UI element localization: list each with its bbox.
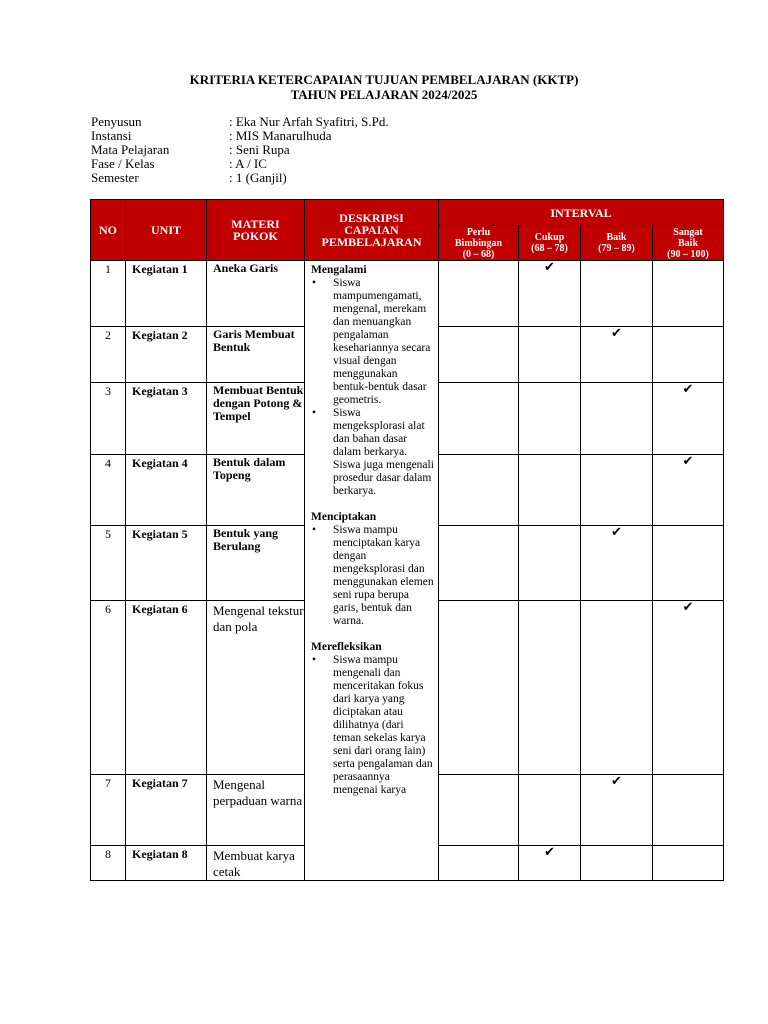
header-interval: INTERVAL	[439, 200, 724, 226]
cell-perlu-bimbingan	[439, 383, 519, 455]
meta-value: : Eka Nur Arfah Syafitri, S.Pd.	[229, 114, 389, 129]
row-materi: Mengenal tekstur dan pola	[207, 601, 305, 775]
row-materi: Garis Membuat Bentuk	[207, 327, 305, 383]
deskripsi-list	[311, 524, 438, 628]
header-materi-line: MATERI	[231, 217, 280, 231]
cell-baik	[581, 261, 653, 327]
cell-perlu-bimbingan	[439, 455, 519, 526]
row-materi: Bentuk dalam Topeng	[207, 455, 305, 526]
header-deskripsi-line: PEMBELAJARAN	[321, 235, 422, 249]
cell-cukup	[519, 775, 581, 846]
row-unit: Kegiatan 3	[126, 383, 207, 455]
meta-value: : Seni Rupa	[229, 142, 290, 157]
row-no: 7	[91, 775, 126, 846]
check-mark: ✔	[519, 846, 581, 881]
deskripsi-list	[311, 277, 438, 498]
table-row	[91, 261, 724, 327]
cell-perlu-bimbingan	[439, 775, 519, 846]
header-unit: UNIT	[126, 200, 207, 261]
check-mark: ✔	[581, 526, 653, 601]
check-mark: ✔	[519, 261, 581, 327]
cell-baik	[581, 455, 653, 526]
cell-cukup	[519, 455, 581, 526]
meta-label: Fase / Kelas	[91, 156, 155, 171]
meta-row-mata-pelajaran	[91, 143, 389, 157]
meta-row-instansi	[91, 129, 389, 143]
header-sub-line: Baik	[606, 232, 627, 243]
row-no: 6	[91, 601, 126, 775]
cell-perlu-bimbingan	[439, 601, 519, 775]
document-subtitle: TAHUN PELAJARAN 2024/2025	[290, 87, 478, 102]
deskripsi-heading: Mengalami	[311, 264, 367, 276]
document-title: KRITERIA KETERCAPAIAN TUJUAN PEMBELAJARAN (KKTP)	[189, 72, 579, 87]
row-materi: Membuat karya cetak	[207, 846, 305, 881]
check-mark: ✔	[653, 455, 724, 526]
header-cukup	[519, 226, 581, 261]
kktp-table	[90, 199, 724, 881]
row-unit: Kegiatan 2	[126, 327, 207, 383]
header-materi-line: POKOK	[233, 229, 278, 243]
deskripsi-item: • Siswa mengeksplorasi alat dan bahan dasar dalam berkarya. Siswa juga mengenali prosedur dasar dalam berkarya.	[311, 407, 438, 498]
cell-sangat-baik	[653, 327, 724, 383]
cell-sangat-baik	[653, 775, 724, 846]
row-no: 3	[91, 383, 126, 455]
cell-sangat-baik	[653, 846, 724, 881]
cell-cukup	[519, 601, 581, 775]
row-materi: Mengenal perpaduan warna	[207, 775, 305, 846]
check-mark: ✔	[581, 327, 653, 383]
cell-baik	[581, 846, 653, 881]
row-materi: Bentuk yang Berulang	[207, 526, 305, 601]
header-sub-line: Perlu	[466, 226, 491, 238]
row-materi: Aneka Garis	[207, 261, 305, 327]
meta-label: Semester	[91, 170, 139, 185]
deskripsi-item: • Siswa mampu mengenali dan menceritakan fokus dari karya yang diciptakan atau dilihatnya (dari teman sekelas karya seni dari orang lain) serta pengalaman dan perasaannya mengenai karya	[311, 654, 438, 797]
row-no: 1	[91, 261, 126, 327]
header-perlu-bimbingan	[439, 226, 519, 261]
header-sub-line: Cukup	[534, 232, 565, 243]
deskripsi-heading: Merefleksikan	[311, 641, 382, 653]
spacer	[311, 498, 438, 511]
header-sangat-baik	[653, 226, 724, 261]
cell-perlu-bimbingan	[439, 846, 519, 881]
cell-baik	[581, 601, 653, 775]
row-unit: Kegiatan 4	[126, 455, 207, 526]
header-sub-line: Sangat	[673, 226, 703, 238]
row-materi: Membuat Bentuk dengan Potong & Tempel	[207, 383, 305, 455]
header-sub-line: Baik	[678, 237, 699, 249]
header-sub-line: (0 – 68)	[462, 248, 495, 260]
cell-perlu-bimbingan	[439, 261, 519, 327]
header-sub-line: (68 – 78)	[531, 243, 568, 254]
header-deskripsi	[305, 200, 439, 261]
row-no: 2	[91, 327, 126, 383]
header-sub-line: (79 – 89)	[598, 243, 635, 254]
deskripsi-capaian	[305, 261, 439, 881]
row-no: 5	[91, 526, 126, 601]
check-mark: ✔	[653, 601, 724, 775]
deskripsi-list	[311, 654, 438, 797]
cell-sangat-baik	[653, 526, 724, 601]
header-sub-line: (90 – 100)	[667, 248, 709, 260]
cell-perlu-bimbingan	[439, 526, 519, 601]
header-deskripsi-line: DESKRIPSI	[339, 211, 404, 225]
meta-label: Mata Pelajaran	[91, 142, 170, 157]
cell-cukup	[519, 327, 581, 383]
meta-info	[91, 115, 389, 185]
meta-label: Penyusun	[91, 114, 142, 129]
row-no: 8	[91, 846, 126, 881]
deskripsi-heading: Menciptakan	[311, 511, 377, 523]
check-mark: ✔	[653, 383, 724, 455]
header-materi	[207, 200, 305, 261]
cell-baik	[581, 383, 653, 455]
meta-value: : A / IC	[229, 156, 267, 171]
row-unit: Kegiatan 5	[126, 526, 207, 601]
row-unit: Kegiatan 8	[126, 846, 207, 881]
meta-row-penyusun	[91, 115, 389, 129]
cell-sangat-baik	[653, 261, 724, 327]
row-unit: Kegiatan 1	[126, 261, 207, 327]
header-sub-line: Bimbingan	[454, 237, 503, 249]
deskripsi-item: • Siswa mampu menciptakan karya dengan mengeksplorasi dan menggunakan elemen seni rupa berupa garis, bentuk dan warna.	[311, 524, 438, 628]
header-no: NO	[91, 200, 126, 261]
cell-cukup	[519, 526, 581, 601]
deskripsi-item: • Siswa mampumengamati, mengenal, merekam dan menuangkan pengalaman kesehariannya secara visual dengan menggunakan bentuk-bentuk dasar geometris.	[311, 277, 438, 407]
header-deskripsi-line: CAPAIAN	[344, 223, 399, 237]
meta-row-fase-kelas	[91, 157, 389, 171]
cell-perlu-bimbingan	[439, 327, 519, 383]
spacer	[311, 628, 438, 641]
row-unit: Kegiatan 7	[126, 775, 207, 846]
meta-value: : 1 (Ganjil)	[229, 170, 287, 185]
header-baik	[581, 226, 653, 261]
meta-value: : MIS Manarulhuda	[229, 128, 332, 143]
meta-label: Instansi	[91, 128, 132, 143]
row-unit: Kegiatan 6	[126, 601, 207, 775]
cell-cukup	[519, 383, 581, 455]
check-mark: ✔	[581, 775, 653, 846]
meta-row-semester	[91, 171, 389, 185]
row-no: 4	[91, 455, 126, 526]
